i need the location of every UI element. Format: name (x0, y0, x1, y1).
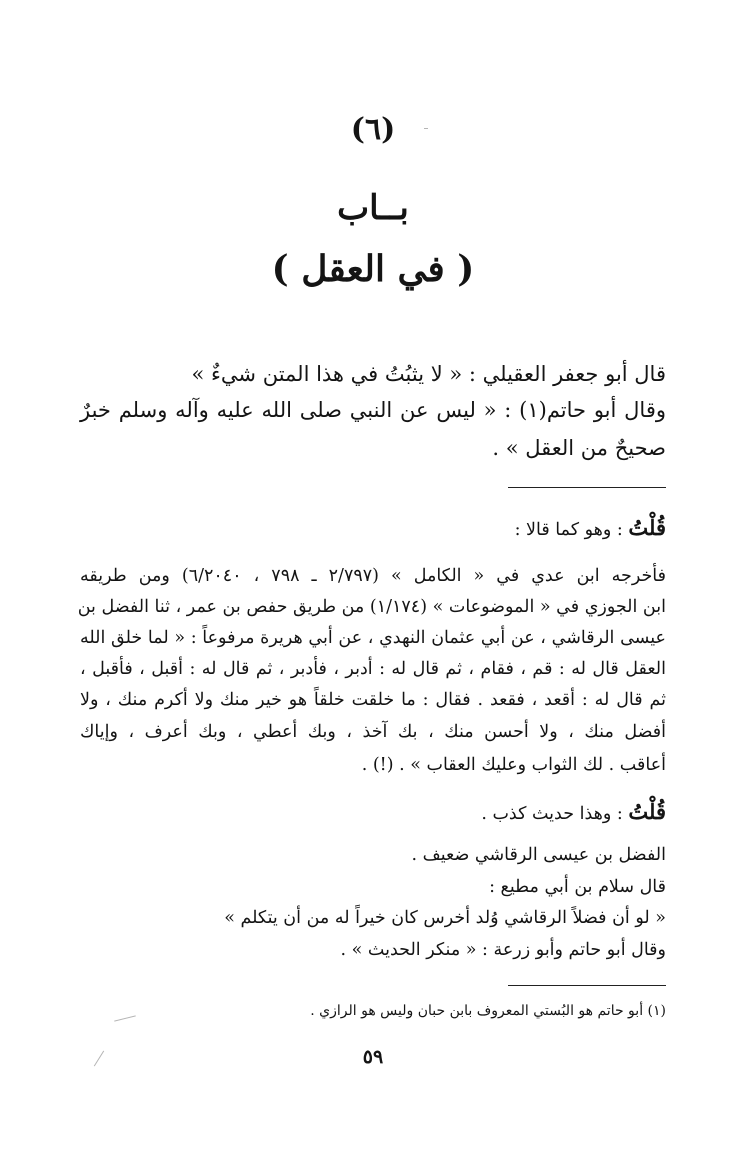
scan-mark (424, 128, 428, 129)
paragraph-line: أفضل منك ، ولا أحسن منك ، بك آخذ ، وبك أعطي ، وبك أعرف ، وإياك (80, 722, 666, 742)
separator-rule (508, 487, 666, 488)
note-line (515, 515, 666, 540)
footnote-rule (508, 985, 666, 986)
paragraph-line: ابن الجوزي في « الموضوعات » (١/١٧٤) من طريق حفص بن عمر ، ثنا الفضل بن (77, 597, 666, 617)
note-line (481, 799, 666, 824)
detail-line: قال سلام بن أبي مطيع : (489, 877, 666, 897)
note-text: : وهذا حديث كذب . (481, 804, 629, 824)
chapter-number: (٦) (350, 112, 396, 147)
detail-line: الفضل بن عيسى الرقاشي ضعيف . (411, 845, 666, 865)
paragraph-line: العقل قال له : قم ، فقام ، ثم قال له : أدبر ، فأدبر ، ثم قال له : أقبل ، فأقبل ، (80, 659, 666, 679)
footnote: (١) أبو حاتم هو البُستي المعروف بابن حبان وليس هو الرازي . (310, 1003, 666, 1019)
section-heading: بــاب (337, 188, 409, 228)
paragraph-line: عيسى الرقاشي ، عن أبي عثمان النهدي ، عن أبي هريرة مرفوعاً : « لما خلق الله (80, 628, 666, 648)
detail-line: « لو أن فضلاً الرقاشي وُلد أخرس كان خيراً له من أن يتكلم » (224, 908, 666, 928)
paragraph-line: ثم قال له : أقعد ، فقعد . فقال : ما خلقت خلقاً هو خير منك ولا أكرم منك ، ولا (80, 690, 666, 710)
note-text: : وهو كما قالا : (514, 520, 629, 540)
quote-line: وقال أبو حاتم(١) : « ليس عن النبي صلى الله عليه وآله وسلم خبرٌ (80, 398, 666, 422)
qult-label: قُلْتُ (628, 515, 666, 540)
quote-line: صحيحٌ من العقل » . (492, 436, 666, 460)
chapter-title: ( في العقل ) (271, 248, 475, 290)
quote-line: قال أبو جعفر العقيلي : « لا يثبُتُ في هذا المتن شيءٌ » (191, 362, 666, 386)
scan-mark (114, 1015, 136, 1021)
paragraph-line: أعاقب . لك الثواب وعليك العقاب » . (!) . (361, 755, 666, 775)
qult-label: قُلْتُ (628, 799, 666, 824)
detail-line: وقال أبو حاتم وأبو زرعة : « منكر الحديث » . (340, 940, 666, 960)
page-number: ٥٩ (362, 1046, 384, 1068)
paragraph-line: فأخرجه ابن عدي في « الكامل » (٢/٧٩٧ ـ ٧٩٨ ، ٦/٢٠٤٠) ومن طريقه (80, 566, 667, 586)
